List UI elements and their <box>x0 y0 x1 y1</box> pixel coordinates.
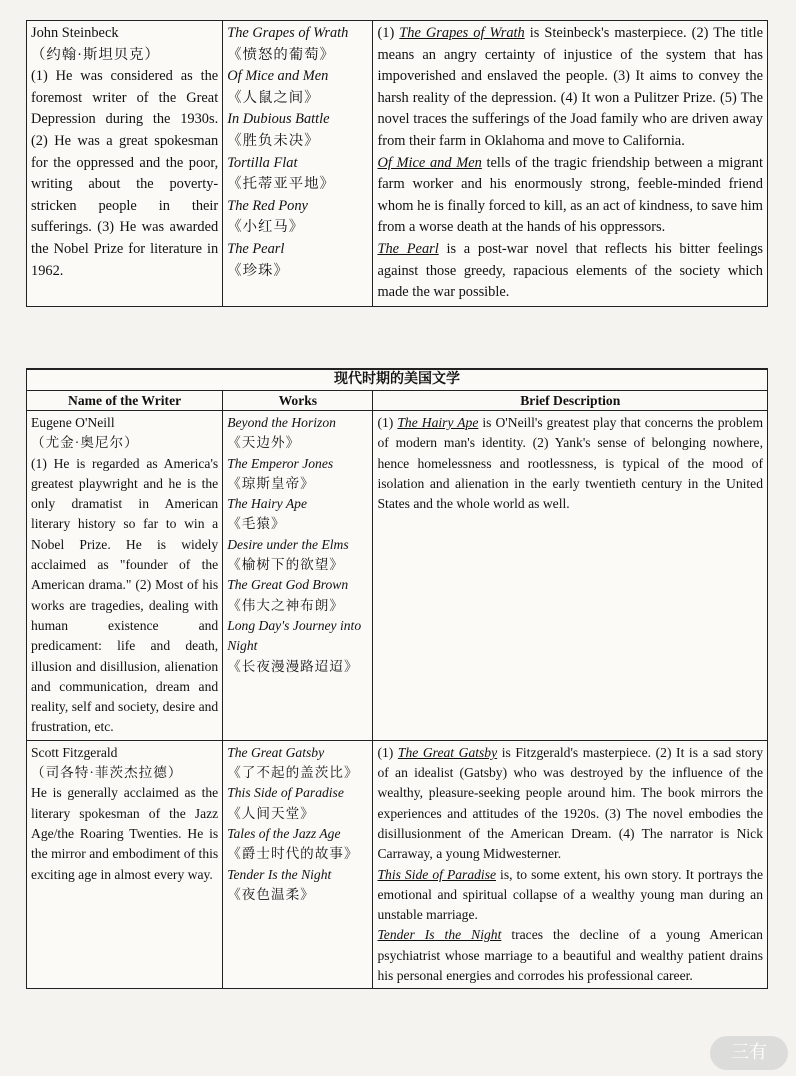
work-title-zh: 《伟大之神布朗》 <box>227 597 344 613</box>
work-title: This Side of Paradise <box>227 785 344 801</box>
work-title-zh: 《天边外》 <box>227 435 301 451</box>
work-title-zh: 《胜负未决》 <box>227 132 320 149</box>
work-title-zh: 《夜色温柔》 <box>227 886 315 902</box>
brief-text: is, to some extent, his own story. It portrays the emotional and spiritual collapse of a wealthy young man during an unstable marriage. <box>377 866 763 923</box>
works-cell <box>223 740 373 989</box>
writer-description: (1) He is regarded as America's greatest playwright and he is the only dramatist in American literary history so far to win a Nobel Prize. He is widely acclaimed as "founder of the American drama." (2) Most of his works are tragedies, dealing with human existence and predicament: life and death, illusion and disillusion, alienation and communication, dream and reality, self and society, desire and frustration, etc. <box>31 455 219 735</box>
table-row <box>27 21 768 307</box>
work-title: The Great God Brown <box>227 577 349 593</box>
writer-name-zh: （约翰·斯坦贝克） <box>31 46 160 63</box>
work-title-zh: 《愤怒的葡萄》 <box>227 46 335 63</box>
work-title-zh: 《榆树下的欲望》 <box>227 557 344 573</box>
work-title-zh: 《托蒂亚平地》 <box>227 176 335 193</box>
work-title: The Great Gatsby <box>227 744 325 760</box>
brief-text: tells of the tragic friendship between a migrant farm worker and his enormously strong, feeble-minded friend whom he is finally forced to kill, as an act of kindness, to save him from a worse death at the hands of his oppressors. <box>377 154 763 236</box>
brief-work-title: Tender Is the Night <box>377 927 502 943</box>
brief-text: is a post-war novel that reflects his bitter feelings against those greedy, rapacious elements of the society which made the war possible. <box>377 240 764 301</box>
writer-name: Eugene O'Neill <box>31 415 115 430</box>
table-header-row <box>27 391 768 411</box>
app-watermark: 三有 <box>710 1036 788 1070</box>
writer-name: John Steinbeck <box>31 25 119 41</box>
brief-text: is O'Neill's greatest play that concerns the problem of modern man's identity. (2) Yank's sense of belonging nowhere, hence homelessness and rootlessness, is typical of the mood of isolation and alienation in the early twentieth century in the United States and the whole world as well. <box>377 415 764 512</box>
work-title: Beyond the Horizon <box>227 415 336 430</box>
table-row <box>27 740 768 989</box>
work-title-zh: 《长夜漫漫路迢迢》 <box>227 658 359 674</box>
work-title-zh: 《小红马》 <box>227 219 305 236</box>
work-title: Tales of the Jazz Age <box>227 825 341 841</box>
brief-cell <box>373 411 768 741</box>
writer-name-zh: （尤金·奥尼尔） <box>31 435 139 451</box>
brief-paragraph <box>377 743 763 865</box>
header-writer: Name of the Writer <box>27 391 223 411</box>
work-title: The Red Pony <box>227 197 308 214</box>
work-title: Tender Is the Night <box>227 866 332 882</box>
brief-cell <box>373 21 768 307</box>
writer-name-zh: （司各特·菲茨杰拉德） <box>31 765 183 781</box>
brief-text: traces the decline of a young American psychiatrist whose marriage to a beautiful and wealthy patient drains his personal energies and corrodes his professional career. <box>377 927 763 984</box>
works-cell <box>223 411 373 741</box>
writer-name: Scott Fitzgerald <box>31 744 118 760</box>
brief-work-title: The Hairy Ape <box>397 415 479 430</box>
header-works: Works <box>223 391 373 411</box>
brief-work-title: The Pearl <box>377 240 439 257</box>
works-cell <box>223 21 373 307</box>
brief-cell <box>373 740 768 989</box>
work-title: Desire under the Elms <box>227 536 349 552</box>
work-title: Tortilla Flat <box>227 154 298 171</box>
brief-paragraph <box>377 925 763 986</box>
work-title: The Emperor Jones <box>227 455 334 471</box>
brief-work-title: The Grapes of Wrath <box>399 25 525 41</box>
writer-cell <box>27 740 223 989</box>
steinbeck-table <box>26 20 768 307</box>
brief-lead: (1) <box>377 744 398 760</box>
work-title-zh: 《珍珠》 <box>227 262 289 279</box>
writer-description: (1) He was considered as the foremost writer of the Great Depression during the 1930s. (2) He was a great spokesman for the oppressed and the poor, writing about the poverty-stricken people in their sufferings. (3) He was awarded the Nobel Prize for literature in 1962. <box>31 68 219 279</box>
writer-cell <box>27 21 223 307</box>
work-title-zh: 《毛猿》 <box>227 516 286 532</box>
work-title-zh: 《琼斯皇帝》 <box>227 475 315 491</box>
table-row <box>27 411 768 741</box>
modern-literature-table <box>26 368 768 989</box>
work-title-zh: 《爵士时代的故事》 <box>227 846 359 862</box>
brief-text: is Steinbeck's masterpiece. (2) The title means an angry certainty of injustice of the system that has impoverished and enslaved the people. (3) It aims to convey the harsh reality of the depression. (4) It won a Pulitzer Prize. (5) The novel traces the sufferings of the Joad family who are driven away from their farm in Oklahoma and move to California. <box>377 25 763 149</box>
brief-paragraph <box>377 153 763 239</box>
work-title-zh: 《了不起的盖茨比》 <box>227 765 359 781</box>
table-caption: 现代时期的美国文学 <box>27 369 768 391</box>
header-brief: Brief Description <box>373 391 768 411</box>
work-title: The Hairy Ape <box>227 496 307 512</box>
brief-work-title: This Side of Paradise <box>377 866 497 882</box>
work-title-zh: 《人间天堂》 <box>227 805 315 821</box>
table-caption-row <box>27 369 768 391</box>
brief-lead: (1) <box>377 415 398 430</box>
brief-work-title: Of Mice and Men <box>377 154 482 171</box>
brief-work-title: The Great Gatsby <box>397 744 498 760</box>
brief-text: is Fitzgerald's masterpiece. (2) It is a sad story of an idealist (Gatsby) who was destroyed by the influence of the wealthy, pleasure-seeking people around him. The book mirrors the experiences and attitudes of the 1920s. (3) The novel embodies the disillusionment of the American Dream. (4) The narrator is Nick Carraway, a young Midwesterner. <box>377 744 764 862</box>
brief-paragraph <box>377 865 763 926</box>
work-title: The Pearl <box>227 240 285 257</box>
work-title-zh: 《人鼠之间》 <box>227 89 320 106</box>
writer-description: He is generally acclaimed as the literary spokesman of the Jazz Age/the Roaring Twenties. He is the mirror and embodiment of this exciting age in almost every way. <box>31 785 219 882</box>
work-title: Long Day's Journey into Night <box>227 617 362 654</box>
brief-paragraph <box>377 239 763 304</box>
work-title: In Dubious Battle <box>227 111 330 128</box>
brief-lead: (1) <box>377 25 400 41</box>
brief-paragraph <box>377 23 763 153</box>
brief-paragraph <box>377 413 763 514</box>
work-title: Of Mice and Men <box>227 68 329 85</box>
work-title: The Grapes of Wrath <box>227 25 349 41</box>
writer-cell <box>27 411 223 741</box>
